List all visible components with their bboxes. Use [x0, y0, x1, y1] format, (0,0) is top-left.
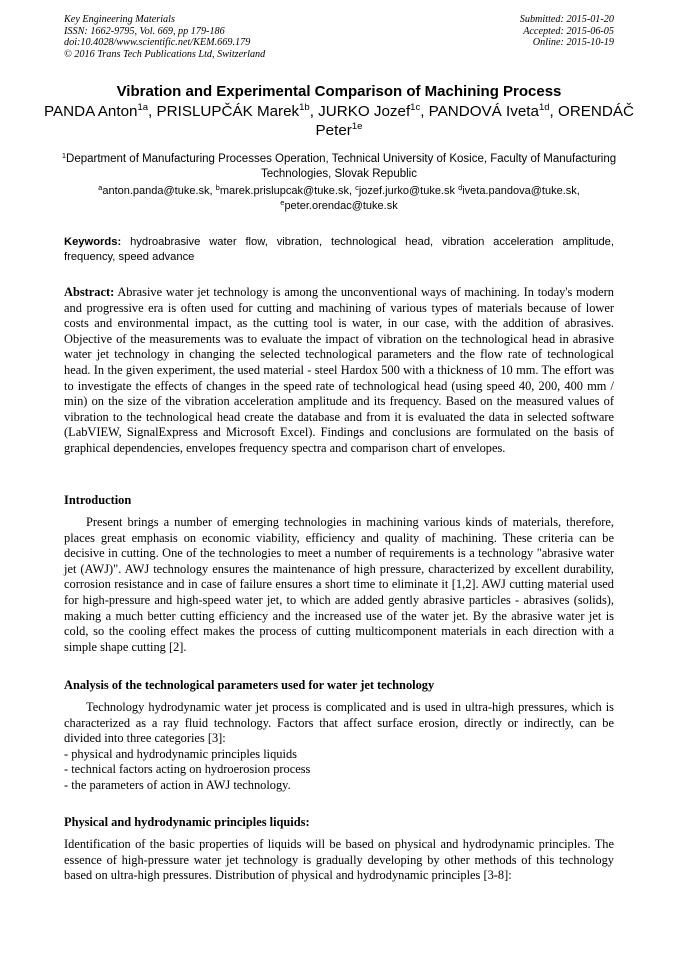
keywords-label: Keywords: — [64, 236, 122, 248]
affiliation-sup: 1 — [61, 151, 67, 160]
author-sup: 1d — [538, 102, 550, 113]
affiliation-text: Department of Manufacturing Processes Operation, Technical University of Kosice, Faculty of Manufacturing Technologies, Slovak Republic — [66, 153, 617, 180]
heading-analysis: Analysis of the technological parameters used for water jet technology — [64, 678, 435, 692]
author: PRISLUPČÁK Marek$^{1b}$, — [156, 102, 319, 120]
abstract — [64, 285, 614, 457]
heading-introduction: Introduction — [64, 493, 132, 507]
email-link[interactable]: marek.prislupcak@tuke.sk, — [219, 185, 356, 197]
author-sup: 1c — [410, 102, 421, 113]
analysis-section — [64, 700, 614, 794]
author-sup: 1a — [137, 102, 149, 113]
author: JURKO Jozef$^{1c}$, — [318, 102, 429, 120]
author-sup: 1e — [351, 121, 363, 132]
list-item: - technical factors acting on hydroerosion process — [64, 762, 311, 777]
author-name: ORENDÁČ Peter — [315, 103, 634, 139]
abstract-label: Abstract: — [64, 285, 115, 299]
author: PANDOVÁ Iveta$^{1d}$, — [428, 102, 558, 120]
author-name: PANDA Anton — [44, 103, 138, 120]
journal-name: Key Engineering Materials — [64, 14, 175, 25]
date-submitted: Submitted: 2015-01-20 — [519, 14, 614, 25]
analysis-list — [64, 747, 614, 794]
list-item: - physical and hydrodynamic principles liquids — [64, 746, 297, 761]
date-online: Online: 2015-10-19 — [532, 37, 614, 49]
date-accepted: Accepted: 2015-06-05 — [523, 25, 614, 37]
list-item: - the parameters of action in AWJ technology. — [64, 777, 291, 792]
author: PANDA Anton$^{1a}$, — [44, 102, 157, 120]
author-name: PRISLUPČÁK Marek — [156, 103, 300, 120]
abstract-text: Abrasive water jet technology is among the unconventional ways of machining. In today's modern and progressive era is often used for cutting and machining of various types of materials because of lower costs and environmental impact, as the cutting tool is water, in our case, with the addition of abrasives. Objective of the measurements was to evaluate the impact of vibration on the technological head in abrasive water jet technology in changing the selected technological parameters and the flow rate of technological head. In the given experiment, the used material - steel Hardox 500 with a thickness of 10 mm. The effort was to investigate the effects of changes in the speed rate of technological head (using speed 40, 200, 400 mm / min) on the size of the vibration acceleration amplitude and its frequency. Based on the measured values of vibration to the technological head create the database and from it is evaluated the data in selected software (LabVIEW, SignalExpress and Microsoft Excel). Findings and conclusions are formulated on the basis of graphical dependencies, envelopes frequency spectra and comparison chart of envelopes. — [64, 285, 614, 455]
publication-dates — [520, 14, 614, 49]
keywords-text: hydroabrasive water flow, vibration, technological head, vibration acceleration amplitude, frequency, speed advance — [64, 236, 614, 263]
journal-copyright: © 2016 Trans Tech Publications Ltd, Switzerland — [64, 48, 266, 60]
author-emails — [50, 184, 628, 214]
journal-doi: doi:10.4028/www.scientific.net/KEM.669.179 — [64, 37, 251, 49]
author-list — [40, 102, 638, 140]
affiliation — [60, 152, 618, 182]
email-line: $^e$peter.orendac@tuke.sk — [280, 198, 398, 212]
analysis-paragraph: Technology hydrodynamic water jet process is complicated and is used in ultra-high pressures, which is characterized as a ray fluid technology. Factors that affect surface erosion, directly or indirectly, can be divided into three categories [3]: — [64, 700, 614, 746]
email-link[interactable]: anton.panda@tuke.sk, — [102, 185, 216, 197]
email-link[interactable]: peter.orendac@tuke.sk — [284, 200, 398, 212]
paper-title: Vibration and Experimental Comparison of Machining Process — [116, 83, 562, 100]
author-name: JURKO Jozef — [318, 103, 411, 120]
journal-info — [64, 14, 265, 60]
journal-issn: ISSN: 1662-9795, Vol. 669, pp 179-186 — [64, 25, 225, 37]
keywords — [64, 235, 614, 265]
email-link[interactable]: jozef.jurko@tuke.sk — [358, 185, 459, 197]
email-line: $^a$anton.panda@tuke.sk, $^b$marek.prislupcak@tuke.sk, $^c$jozef.jurko@tuke.sk $^d$iveta.pandova@tuke.sk, — [98, 183, 580, 197]
email-link[interactable]: iveta.pandova@tuke.sk, — [462, 185, 580, 197]
heading-physical: Physical and hydrodynamic principles liquids: — [64, 815, 310, 829]
author-name: PANDOVÁ Iveta — [428, 103, 539, 120]
author-sup: 1b — [299, 102, 310, 113]
physical-paragraph: Identification of the basic properties of liquids will be based on physical and hydrodynamic principles. The essence of high-pressure water jet technology is gradually developing by other methods of this technology based on ultra-high pressures. Distribution of physical and hydrodynamic principles [3-8]: — [64, 837, 614, 883]
introduction-paragraph: Present brings a number of emerging technologies in machining various kinds of materials, therefore, places great emphasis on economic viability, efficiency and quality of machining. These criteria can be decisive in cutting. One of the technologies to meet a number of requirements is a technology "abrasive water jet (AWJ)". AWJ technology ensures the maintenance of high pressure, characterized by excellent durability, corrosion resistance and in case of failure ensures a short time to eliminate it [1,2]. AWJ cutting material used for high-pressure and high-speed water jet, to which are added gently abrasive particles - abrasives (solids), making a much better cutting efficiency and the increased use of the water jet. By the abrasive water jet is cold, so the cooling effect makes the process of cutting multicomponent materials in each direction with a simple shape cutting [2]. — [64, 515, 614, 654]
